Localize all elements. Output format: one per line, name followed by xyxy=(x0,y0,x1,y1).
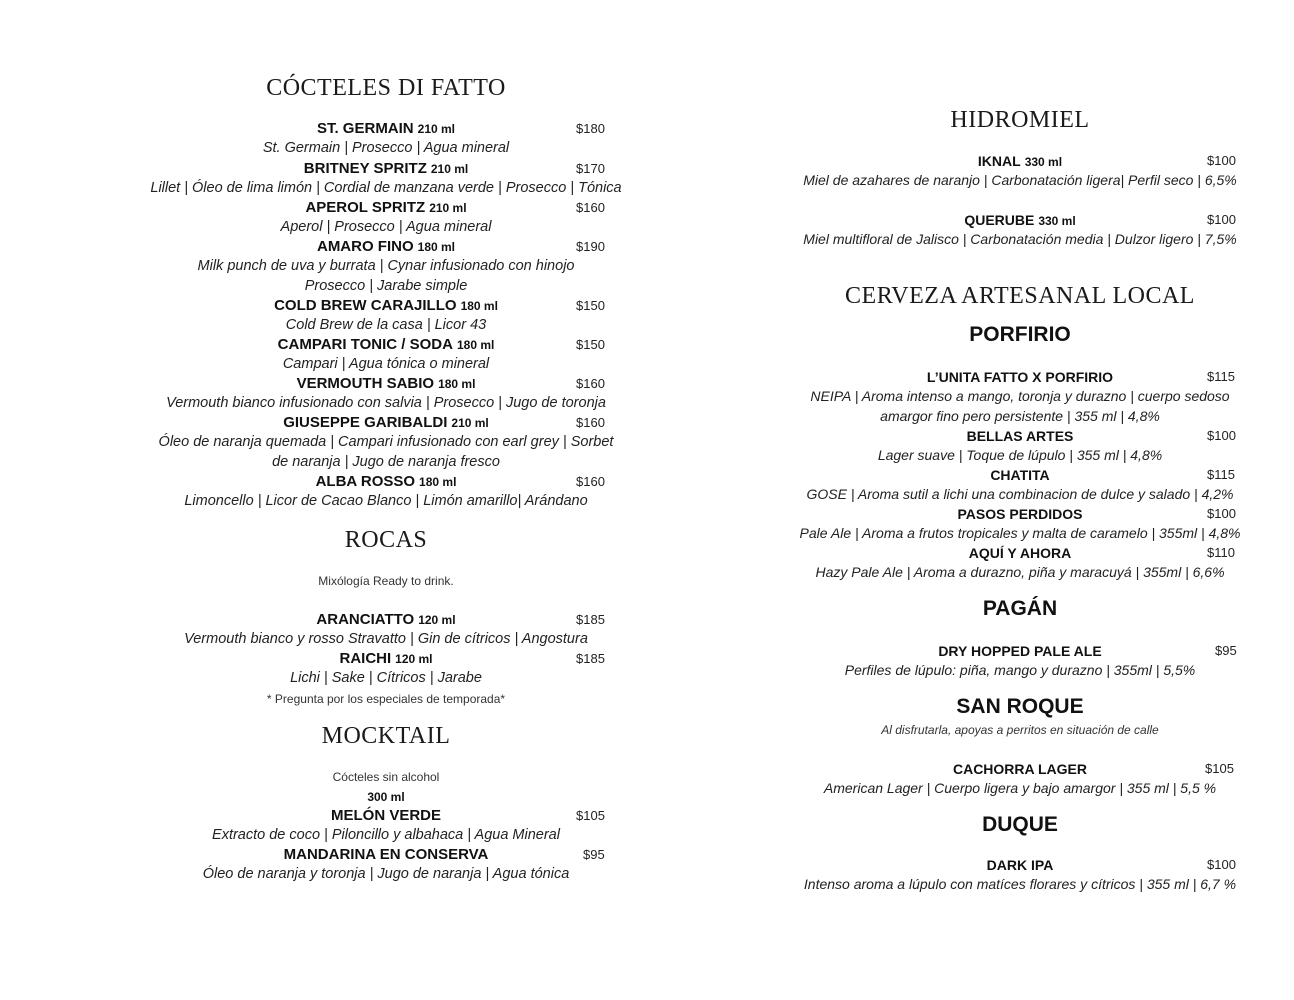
menu-item-description: Hazy Pale Ale | Aroma a durazno, piña y maracuyá | 355ml | 6,6% xyxy=(815,564,1225,580)
menu-item-header xyxy=(775,855,1265,875)
menu-item-volume: 210 ml xyxy=(417,122,456,136)
menu-item-header xyxy=(140,472,632,492)
menu-item xyxy=(140,335,632,375)
menu-item-description: Perfiles de lúpulo: piña, mango y durazno | 355ml | 5,5% xyxy=(844,662,1196,678)
menu-item-header xyxy=(775,504,1265,524)
menu-item-name: AQUÍ Y AHORA xyxy=(968,545,1072,561)
menu-item xyxy=(775,504,1265,544)
menu-item-header xyxy=(140,845,632,865)
menu-item-description: Prosecco | Jarabe simple xyxy=(304,277,468,294)
menu-item xyxy=(140,806,632,846)
menu-item-price: $115 xyxy=(1207,467,1235,482)
menu-item-price: $105 xyxy=(576,808,605,823)
menu-item-price: $190 xyxy=(576,239,605,254)
menu-item-volume: 120 ml xyxy=(418,613,456,627)
menu-item-description: Pale Ale | Aroma a frutos tropicales y malta de caramelo | 355ml | 4,8% xyxy=(799,525,1241,541)
menu-item-name: AMARO FINO xyxy=(316,238,414,255)
mocktail-subtitle: Cócteles sin alcohol xyxy=(332,770,440,784)
menu-item-name: MANDARINA EN CONSERVA xyxy=(283,846,489,863)
menu-item-description: Lager suave | Toque de lúpulo | 355 ml | 4,8% xyxy=(877,447,1163,463)
menu-item-volume: 210 ml xyxy=(451,416,489,430)
menu-item-name: CAMPARI TONIC / SODA xyxy=(277,336,453,353)
menu-item-price: $105 xyxy=(1205,761,1234,776)
menu-item-price: $160 xyxy=(576,415,605,430)
menu-item-description: Óleo de naranja quemada | Campari infusionado con earl grey | Sorbet xyxy=(158,434,614,450)
menu-item-header xyxy=(775,210,1265,230)
menu-item xyxy=(775,151,1265,191)
menu-item xyxy=(140,237,632,296)
menu-item-volume: 210 ml xyxy=(429,201,467,215)
menu-item-header xyxy=(775,759,1265,779)
menu-item-header xyxy=(140,296,632,316)
menu-item-header xyxy=(775,151,1265,171)
menu-item-price: $100 xyxy=(1207,153,1236,168)
san-roque-subtitle: Al disfrutarla, apoyas a perritos en situación de calle xyxy=(881,723,1159,737)
menu-item-header xyxy=(140,806,632,826)
section-title-mocktail: MOCKTAIL xyxy=(321,723,451,749)
menu-item-header xyxy=(775,543,1265,563)
menu-item-header xyxy=(140,649,632,669)
menu-item-description: Aperol | Prosecco | Agua mineral xyxy=(280,219,492,235)
menu-item-name: COLD BREW CARAJILLO xyxy=(274,297,457,314)
menu-item-name: VERMOUTH SABIO xyxy=(296,375,435,392)
section-title-cerveza: CERVEZA ARTESANAL LOCAL xyxy=(845,283,1195,309)
menu-item-volume: 180 ml xyxy=(419,475,457,489)
menu-item-name: ST. GERMAIN xyxy=(316,120,414,137)
menu-item-name: CHATITA xyxy=(990,467,1050,483)
menu-item-price: $100 xyxy=(1207,428,1236,443)
menu-item xyxy=(140,472,632,512)
section-title-hidromiel: HIDROMIEL xyxy=(950,107,1090,133)
menu-item-header xyxy=(140,610,632,630)
menu-item-price: $115 xyxy=(1207,369,1235,384)
menu-item-name: DRY HOPPED PALE ALE xyxy=(938,643,1102,659)
menu-item xyxy=(140,845,632,885)
menu-item-description: Miel multifloral de Jalisco | Carbonatación media | Dulzor ligero | 7,5% xyxy=(803,231,1237,247)
menu-item-name: BELLAS ARTES xyxy=(966,428,1074,444)
menu-item-price: $150 xyxy=(576,298,605,313)
menu-item xyxy=(140,296,632,336)
menu-item-name: GIUSEPPE GARIBALDI xyxy=(283,414,448,431)
menu-item-name: QUERUBE xyxy=(964,212,1035,228)
menu-item-name: BRITNEY SPRITZ xyxy=(303,160,427,177)
menu-item-price: $185 xyxy=(576,651,605,666)
menu-item xyxy=(140,159,632,199)
menu-item-description: Óleo de naranja y toronja | Jugo de naranja | Agua tónica xyxy=(202,866,570,882)
menu-item-header xyxy=(140,374,632,394)
menu-item-price: $95 xyxy=(1215,643,1237,658)
menu-item-description: Limoncello | Licor de Cacao Blanco | Limón amarillo| Arándano xyxy=(184,493,588,509)
menu-item-header xyxy=(140,198,632,218)
rocas-subtitle: Mixólogía Ready to drink. xyxy=(318,574,454,588)
menu-item-name: RAICHI xyxy=(339,650,392,667)
menu-item-description: Lillet | Óleo de lima limón | Cordial de manzana verde | Prosecco | Tónica xyxy=(150,180,622,196)
menu-item-description: NEIPA | Aroma intenso a mango, toronja y durazno | cuerpo sedoso xyxy=(810,388,1230,404)
menu-item xyxy=(775,465,1265,505)
menu-item xyxy=(775,543,1265,583)
menu-item xyxy=(140,413,632,472)
menu-item-description: American Lager | Cuerpo ligera y bajo amargor | 355 ml | 5,5 % xyxy=(823,780,1217,796)
menu-item-price: $95 xyxy=(583,847,605,862)
menu-item xyxy=(775,426,1265,466)
menu-item-price: $180 xyxy=(576,121,605,136)
menu-item-header xyxy=(140,237,632,257)
section-title-rocas: ROCAS xyxy=(344,527,428,553)
brewery-title-duque: DUQUE xyxy=(982,813,1058,836)
menu-item-price: $100 xyxy=(1207,857,1236,872)
menu-item-volume: 210 ml xyxy=(430,162,469,176)
menu-item xyxy=(140,119,632,159)
menu-item-name: ARANCIATTO xyxy=(316,611,415,628)
menu-item-volume: 180 ml xyxy=(417,240,456,254)
menu-item xyxy=(775,855,1265,895)
menu-item-price: $110 xyxy=(1207,545,1235,560)
menu-item-header xyxy=(140,335,632,355)
menu-item-header xyxy=(775,641,1265,661)
rocas-footnote: * Pregunta por los especiales de temporada* xyxy=(266,692,506,706)
menu-item-volume: 180 ml xyxy=(460,299,498,313)
menu-item-header xyxy=(140,413,632,433)
menu-item-description: Intenso aroma a lúpulo con matíces florares y cítricos | 355 ml | 6,7 % xyxy=(803,876,1237,892)
menu-item-description: Campari | Agua tónica o mineral xyxy=(282,356,490,372)
menu-item-price: $100 xyxy=(1207,212,1236,227)
menu-item-description: Vermouth bianco infusionado con salvia | Prosecco | Jugo de toronja xyxy=(166,395,606,411)
menu-item-volume: 330 ml xyxy=(1024,155,1063,169)
menu-item-description: St. Germain | Prosecco | Agua mineral xyxy=(262,140,510,156)
menu-item xyxy=(775,759,1265,799)
menu-item xyxy=(140,649,632,689)
menu-item-name: MELÓN VERDE xyxy=(330,807,441,824)
menu-item-description: de naranja | Jugo de naranja fresco xyxy=(272,453,500,470)
brewery-title-san-roque: SAN ROQUE xyxy=(956,695,1084,718)
menu-item-description: Cold Brew de la casa | Licor 43 xyxy=(285,317,487,333)
menu-item-price: $100 xyxy=(1207,506,1236,521)
menu-item-header xyxy=(775,367,1265,387)
menu-item-volume: 120 ml xyxy=(395,652,433,666)
menu-item-description: GOSE | Aroma sutil a lichi una combinacion de dulce y salado | 4,2% xyxy=(806,486,1234,502)
menu-item-price: $170 xyxy=(576,161,605,176)
menu-item-name: L’UNITA FATTO X PORFIRIO xyxy=(926,369,1114,385)
menu-item xyxy=(775,367,1265,426)
menu-item-name: APEROL SPRITZ xyxy=(305,199,426,216)
menu-item-description: Vermouth bianco y rosso Stravatto | Gin de cítricos | Angostura xyxy=(184,631,588,647)
menu-item-price: $160 xyxy=(576,200,605,215)
menu-item xyxy=(775,210,1265,250)
menu-item xyxy=(775,641,1265,681)
menu-item-name: PASOS PERDIDOS xyxy=(957,506,1083,522)
menu-item-header xyxy=(775,426,1265,446)
menu-item-description: Lichi | Sake | Cítricos | Jarabe xyxy=(290,670,482,686)
menu-item-price: $160 xyxy=(576,474,605,489)
menu-item-header xyxy=(140,159,632,179)
menu-item-name: DARK IPA xyxy=(986,857,1054,873)
menu-item-description: Miel de azahares de naranjo | Carbonatación ligera| Perfil seco | 6,5% xyxy=(803,172,1237,188)
menu-item xyxy=(140,198,632,238)
menu-item-volume: 180 ml xyxy=(438,377,476,391)
menu-item-name: ALBA ROSSO xyxy=(315,473,416,490)
menu-item-volume: 180 ml xyxy=(456,338,495,352)
menu-item-price: $185 xyxy=(576,612,605,627)
menu-item-description: Milk punch de uva y burrata | Cynar infusionado con hinojo xyxy=(197,258,575,274)
menu-item-name: IKNAL xyxy=(977,153,1021,169)
brewery-title-pagan: PAGÁN xyxy=(982,597,1058,620)
brewery-title-porfirio: PORFIRIO xyxy=(969,323,1071,346)
menu-item-description: Extracto de coco | Piloncillo y albahaca | Agua Mineral xyxy=(212,827,560,843)
menu-item-price: $150 xyxy=(576,337,605,352)
section-title-cocteles: CÓCTELES DI FATTO xyxy=(266,75,506,101)
menu-item-name: CACHORRA LAGER xyxy=(952,761,1088,777)
menu-item xyxy=(140,374,632,414)
menu-item-header xyxy=(775,465,1265,485)
menu-item-volume: 330 ml xyxy=(1038,214,1076,228)
menu-item-header xyxy=(140,119,632,139)
mocktail-volume-note: 300 ml xyxy=(367,790,405,804)
menu-item-description: amargor fino pero persistente | 355 ml | 4,8% xyxy=(880,407,1160,424)
menu-item xyxy=(140,610,632,650)
menu-item-price: $160 xyxy=(576,376,605,391)
